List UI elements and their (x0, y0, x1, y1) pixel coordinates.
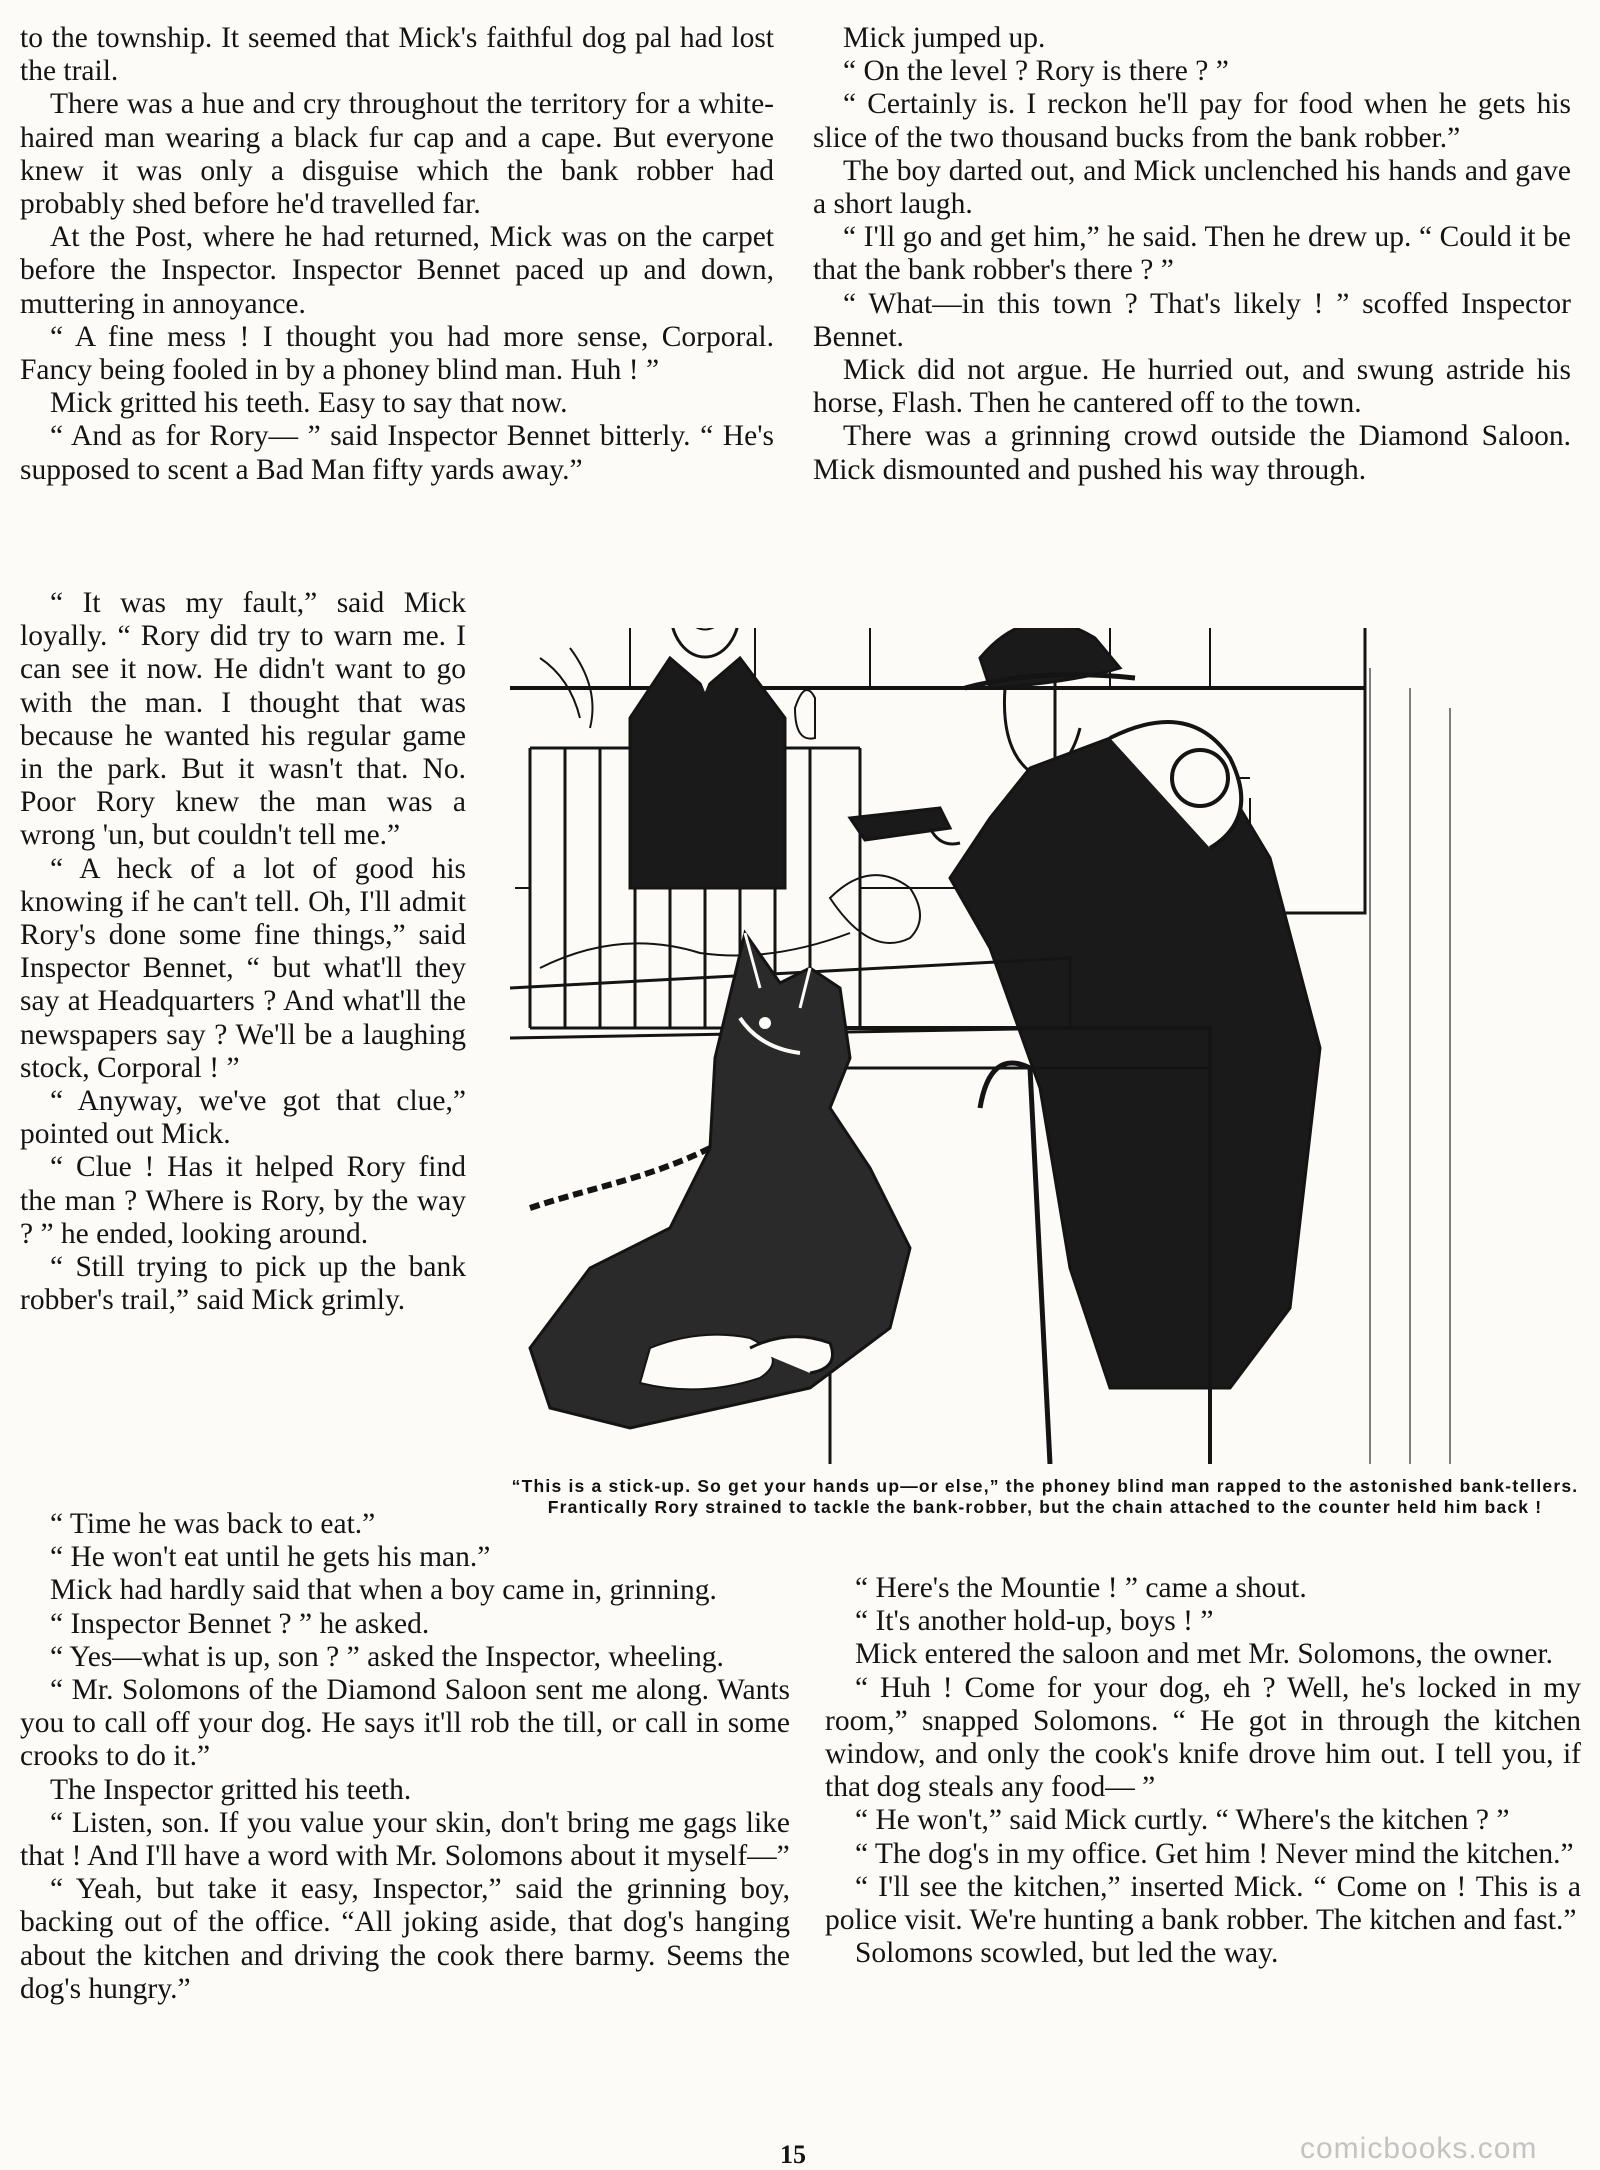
paragraph: “ It was my fault,” said Mick loyally. “ Rory did try to warn me. I can see it now. He didn't want to go with the man. I thought that was because he wanted his regular game in the park. But it wasn't that. No. Poor Rory knew the man was a wrong 'un, but couldn't tell me.” (20, 587, 466, 852)
paragraph: “ Mr. Solomons of the Diamond Saloon sent me along. Wants you to call off your dog. He says it'll rob the till, or call in some crooks to do it.” (20, 1674, 790, 1773)
paragraph: At the Post, where he had returned, Mick was on the carpet before the Inspector. Inspector Bennet paced up and down, muttering in annoyance. (20, 221, 774, 320)
watermark: comicbooks.com (1300, 2132, 1538, 2165)
bank-robber-figure (830, 628, 1320, 1464)
paragraph: Mick jumped up. (843, 22, 1046, 54)
paragraph: “ A heck of a lot of good his knowing if he can't tell. Oh, I'll admit Rory's done some fine things,” said Inspector Bennet, “ but what'll they say at Headquarters ? And what'll the newspapers say ? We'll be a laughing stock, Corporal ! ” (20, 852, 466, 1084)
paragraph: “ A fine mess ! I thought you had more sense, Corporal. Fancy being fooled in by a phoney blind man. Huh ! ” (20, 320, 774, 387)
paragraph: “ He won't,” said Mick curtly. “ Where's the kitchen ? ” (855, 1804, 1510, 1837)
paragraph: “ Time he was back to eat.” (50, 1508, 376, 1540)
paragraph: Mick gritted his teeth. Easy to say that now. (50, 387, 568, 420)
paragraph: “ I'll see the kitchen,” inserted Mick. “ Come on ! This is a police visit. We're hunting a bank robber. The kitchen and fast.” (825, 1870, 1581, 1937)
paragraph: “ The dog's in my office. Get him ! Never mind the kitchen.” (855, 1837, 1574, 1870)
paragraph: “ Huh ! Come for your dog, eh ? Well, he's locked in my room,” snapped Solomons. “ He got in through the kitchen window, and only the cook's knife drove him out. I tell you, if that dog steals any food— ” (825, 1671, 1581, 1804)
paragraph: “ And as for Rory— ” said Inspector Bennet bitterly. “ He's supposed to scent a Bad Man fifty yards away.” (20, 420, 774, 486)
text-column-left-top (20, 22, 774, 487)
story-illustration (510, 628, 1582, 1464)
paragraph: “ He won't eat until he gets his man.” (50, 1541, 491, 1574)
paragraph: Mick entered the saloon and met Mr. Solomons, the owner. (855, 1638, 1554, 1671)
illustration-caption: “This is a stick-up. So get your hands up—or else,” the phoney blind man rapped to the astonished bank-tellers. Frantically Rory strained to tackle the bank-robber, but the chain attached to the counter held him back ! (511, 1476, 1579, 1517)
paragraph: “ Listen, son. If you value your skin, don't bring me gags like that ! And I'll have a word with Mr. Solomons about it myself—” (20, 1806, 790, 1873)
walking-cane (980, 1063, 1050, 1464)
paragraph: The boy darted out, and Mick unclenched his hands and gave a short laugh. (813, 154, 1571, 221)
paragraph: Mick did not argue. He hurried out, and swung astride his horse, Flash. Then he cantered off to the town. (813, 354, 1571, 420)
text-column-left-bottom (20, 1508, 790, 2006)
paragraph: “ I'll go and get him,” he said. Then he drew up. “ Could it be that the bank robber's there ? ” (813, 221, 1571, 287)
paragraph: “ It's another hold-up, boys ! ” (855, 1605, 1214, 1638)
paragraph: “ What—in this town ? That's likely ! ” scoffed Inspector Bennet. (813, 287, 1571, 353)
paragraph: There was a hue and cry throughout the territory for a white-haired man wearing a black fur cap and a cape. But everyone knew it was only a disguise which the bank robber had probably shed before he'd travelled far. (20, 88, 774, 221)
paragraph: “ On the level ? Rory is there ? ” (843, 55, 1229, 88)
paragraph: Mick had hardly said that when a boy came in, grinning. (50, 1574, 717, 1607)
bank-teller-figure (630, 628, 815, 888)
paragraph: “ Here's the Mountie ! ” came a shout. (855, 1572, 1307, 1604)
paragraph: “ Inspector Bennet ? ” he asked. (50, 1607, 430, 1640)
paragraph: “ Anyway, we've got that clue,” pointed out Mick. (20, 1085, 466, 1151)
paragraph: Solomons scowled, but led the way. (855, 1937, 1279, 1970)
text-column-right-bottom (825, 1572, 1581, 1970)
paragraph: There was a grinning crowd outside the Diamond Saloon. Mick dismounted and pushed his way through. (813, 420, 1571, 486)
paragraph: “ Yeah, but take it easy, Inspector,” said the grinning boy, backing out of the office. “All joking aside, that dog's hanging about the kitchen and driving the cook there barmy. Seems the dog's hungry.” (20, 1873, 790, 2005)
dog-rory-figure (530, 933, 910, 1428)
paragraph: “ Certainly is. I reckon he'll pay for food when he gets his slice of the two thousand bucks from the bank robber.” (813, 88, 1571, 154)
paragraph: The Inspector gritted his teeth. (50, 1773, 412, 1806)
page-number: 15 (780, 2140, 806, 2169)
text-column-right-top (813, 22, 1571, 487)
paragraph: “ Still trying to pick up the bank robber's trail,” said Mick grimly. (20, 1251, 466, 1317)
paragraph: “ Yes—what is up, son ? ” asked the Inspector, wheeling. (50, 1640, 724, 1673)
text-column-left-narrow (20, 587, 466, 1317)
paragraph: “ Clue ! Has it helped Rory find the man ? Where is Rory, by the way ? ” he ended, looking around. (20, 1151, 466, 1250)
paragraph: to the township. It seemed that Mick's faithful dog pal had lost the trail. (20, 22, 774, 88)
